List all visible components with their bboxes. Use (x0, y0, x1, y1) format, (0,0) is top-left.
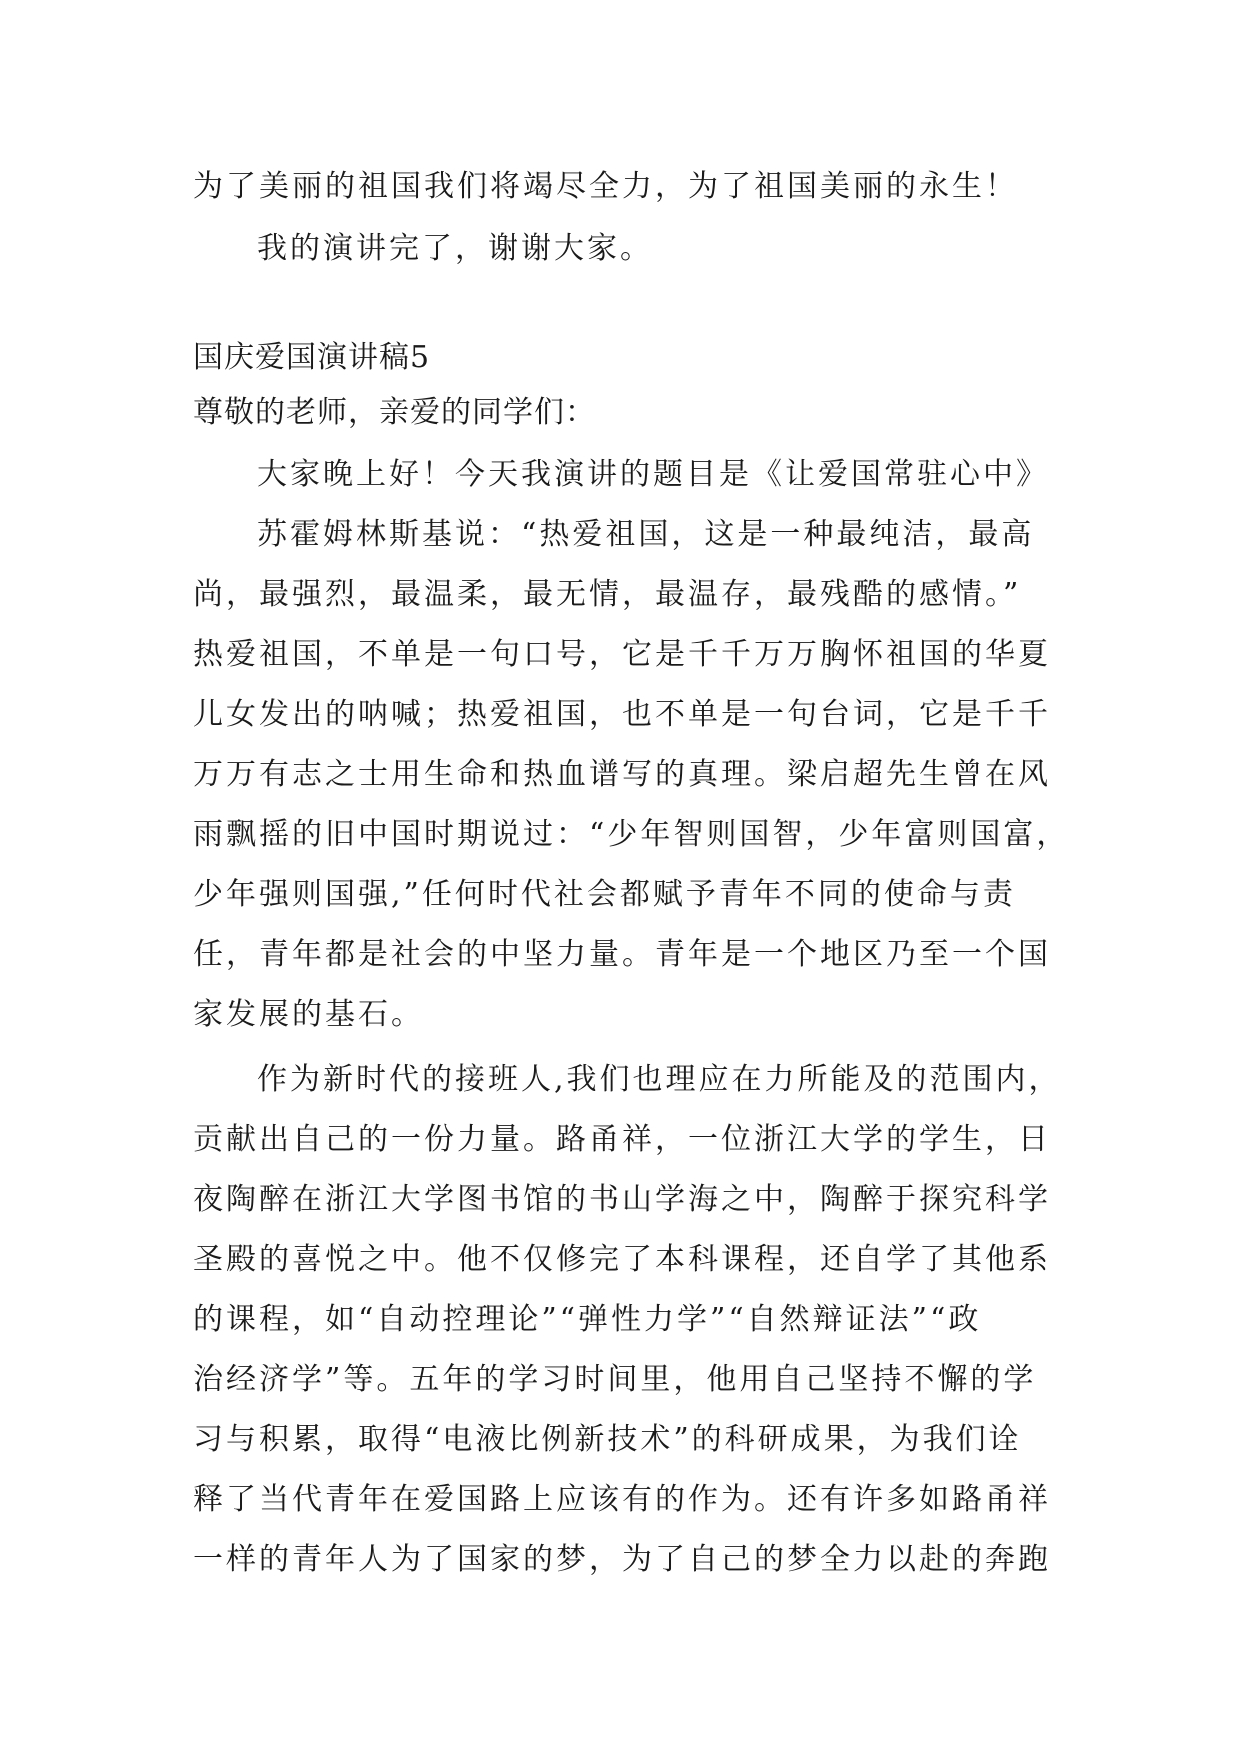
text-line: 大家晚上好！今天我演讲的题目是《让爱国常驻心中》 (257, 457, 1049, 492)
text-line: 万万有志之士用生命和热血谱写的真理。梁启超先生曾在风 (193, 757, 1051, 792)
text-line: 作为新时代的接班人,我们也理应在力所能及的范围内， (257, 1062, 1062, 1097)
text-line: 儿女发出的呐喊；热爱祖国，也不单是一句台词，它是千千 (193, 697, 1051, 732)
text-line: 习与积累，取得“电液比例新技术”的科研成果，为我们诠 (193, 1422, 1022, 1457)
text-line: 家发展的基石。 (193, 997, 424, 1032)
text-line: 任，青年都是社会的中坚力量。青年是一个地区乃至一个国 (193, 937, 1051, 972)
text-line: 尚，最强烈，最温柔，最无情，最温存，最残酷的感情。” (193, 577, 1022, 612)
text-line: 一样的青年人为了国家的梦，为了自己的梦全力以赴的奔跑 (193, 1542, 1051, 1577)
text-line: 圣殿的喜悦之中。他不仅修完了本科课程，还自学了其他系 (193, 1242, 1051, 1277)
text-line: 治经济学”等。五年的学习时间里，他用自己坚持不懈的学 (193, 1362, 1037, 1397)
text-line: 热爱祖国，不单是一句口号，它是千千万万胸怀祖国的华夏 (193, 637, 1051, 672)
text-line: 苏霍姆林斯基说：“热爱祖国，这是一种最纯洁，最高 (257, 517, 1035, 552)
text-line: 雨飘摇的旧中国时期说过：“少年智则国智，少年富则国富， (193, 817, 1070, 852)
text-line: 我的演讲完了，谢谢大家。 (257, 231, 653, 266)
text-line: 少年强则国强,”任何时代社会都赋予青年不同的使命与责 (193, 877, 1016, 912)
text-line: 贡献出自己的一份力量。路甬祥，一位浙江大学的学生，日 (193, 1122, 1051, 1157)
text-line: 的课程，如“自动控理论”“弹性力学”“自然辩证法”“政 (193, 1302, 982, 1337)
salutation: 尊敬的老师，亲爱的同学们： (193, 395, 596, 430)
section-heading: 国庆爱国演讲稿5 (193, 340, 431, 375)
text-line: 释了当代青年在爱国路上应该有的作为。还有许多如路甬祥 (193, 1482, 1051, 1517)
text-line: 夜陶醉在浙江大学图书馆的书山学海之中，陶醉于探究科学 (193, 1182, 1051, 1217)
text-line: 为了美丽的祖国我们将竭尽全力，为了祖国美丽的永生！ (193, 169, 1018, 204)
